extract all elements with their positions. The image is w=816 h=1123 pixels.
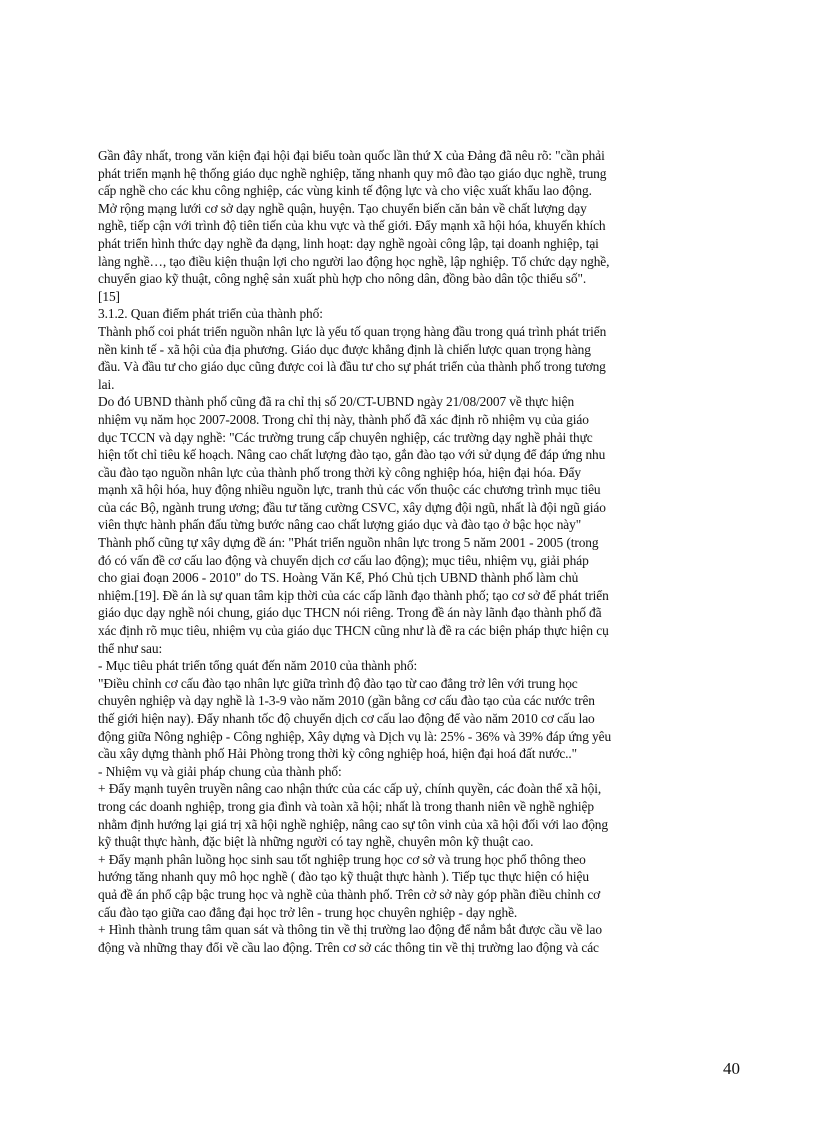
text-line: động giữa Nông nghiệp - Công nghiệp, Xây dựng và Dịch vụ là: 25% - 36% và 39% đáp ứng yêu bbox=[98, 728, 612, 744]
text-line: Thành phố cũng tự xây dựng đề án: "Phát triển nguồn nhân lực trong 5 năm 2001 - 2005 (trong bbox=[98, 535, 599, 551]
text-line: cấp nghề cho các khu công nghiệp, các vùng kinh tế động lực và cho việc xuất khẩu lao động. bbox=[98, 183, 592, 199]
text-line: phát triển mạnh hệ thống giáo dục nghề nghiệp, tăng nhanh quy mô đào tạo giáo dục nghề, trung bbox=[98, 165, 607, 181]
text-line: giáo dục dạy nghề nói chung, giáo dục THCN nói riêng. Trong đề án này lãnh đạo thành phố đã bbox=[98, 605, 602, 621]
text-line: + Hình thành trung tâm quan sát và thông tin về thị trường lao động để nắm bắt được cầu về lao bbox=[98, 922, 602, 938]
text-line: hướng tăng nhanh quy mô học nghề ( đào tạo kỹ thuật thực hành ). Tiếp tục thực hiện có hiệu bbox=[98, 869, 589, 885]
text-line: lai. bbox=[98, 376, 115, 392]
document-body bbox=[98, 147, 738, 956]
text-line: 3.1.2. Quan điểm phát triển của thành phố: bbox=[98, 306, 323, 322]
text-line: hiện tốt chỉ tiêu kế hoạch. Nâng cao chất lượng đào tạo, gắn đào tạo với sử dụng để đáp ứng nhu bbox=[98, 447, 606, 463]
text-line: dục TCCN và dạy nghề: "Các trường trung cấp chuyên nghiệp, các trường dạy nghề phải thực bbox=[98, 429, 593, 445]
text-line: nhiệm.[19]. Đề án là sự quan tâm kịp thời của các cấp lãnh đạo thành phố; tạo cơ sở để phát triển bbox=[98, 587, 609, 603]
text-line: cho giai đoạn 2006 - 2010" do TS. Hoàng Văn Kể, Phó Chủ tịch UBND thành phố làm chủ bbox=[98, 570, 579, 586]
text-line: nhằm định hướng lại giá trị xã hội nghề nghiệp, nâng cao sự tôn vinh của xã hội đối với lao động bbox=[98, 816, 608, 832]
text-line: Thành phố coi phát triển nguồn nhân lực là yếu tố quan trọng hàng đầu trong quá trình phát triển bbox=[98, 323, 607, 339]
text-line: xác định rõ mục tiêu, nhiệm vụ của giáo dục THCN cũng như là đề ra các biện pháp thực hiện cụ bbox=[98, 623, 609, 639]
text-line: "Điều chỉnh cơ cấu đào tạo nhân lực giữa trình độ đào tạo từ cao đẳng trở lên với trung học bbox=[98, 675, 578, 691]
text-line: [15] bbox=[98, 288, 120, 304]
text-line: thể như sau: bbox=[98, 640, 163, 656]
text-line: phát triển hình thức dạy nghề đa dạng, linh hoạt: dạy nghề ngoài công lập, tại doanh nghiệp, tại bbox=[98, 235, 599, 251]
text-line: nền kinh tế - xã hội của địa phương. Giáo dục được khẳng định là chiến lược quan trọng hàng bbox=[98, 341, 591, 357]
text-line: của các Bộ, ngành trung ương; đầu tư tăng cường CSVC, xây dựng đội ngũ, nhất là đội ngũ giáo bbox=[98, 499, 606, 515]
text-line: kỹ thuật thực hành, đặc biệt là những người có tay nghề, chuyên môn kỹ thuật cao. bbox=[98, 834, 534, 850]
text-line: đầu. Và đầu tư cho giáo dục cũng được coi là đầu tư cho sự phát triển của thành phố trong tương bbox=[98, 359, 606, 375]
text-line: viên thực hành phấn đấu từng bước nâng cao chất lượng giáo dục và đào tạo ở bậc học này" bbox=[98, 517, 582, 533]
text-line: - Mục tiêu phát triển tổng quát đến năm 2010 của thành phố: bbox=[98, 658, 418, 674]
text-line: cấu đào tạo giữa cao đẳng đại học trở lên - trung học chuyên nghiệp - dạy nghề. bbox=[98, 904, 518, 920]
text-line: + Đẩy mạnh tuyên truyền nâng cao nhận thức của các cấp uỷ, chính quyền, các đoàn thể xã hội, bbox=[98, 781, 602, 797]
text-line: chuyên nghiệp và dạy nghề là 1-3-9 vào năm 2010 (gần bằng cơ cấu đào tạo của các nước trên bbox=[98, 693, 595, 709]
text-line: làng nghề…, tạo điều kiện thuận lợi cho người lao động học nghề, lập nghiệp. Tổ chức dạy nghề, bbox=[98, 253, 610, 269]
text-line: Do đó UBND thành phố cũng đã ra chỉ thị số 20/CT-UBND ngày 21/08/2007 về thực hiện bbox=[98, 394, 575, 410]
text-line: Mở rộng mạng lưới cơ sở dạy nghề quận, huyện. Tạo chuyển biến căn bản về chất lượng dạy bbox=[98, 200, 587, 216]
text-line: trong các doanh nghiệp, trong gia đình và toàn xã hội; nhất là trong thanh niên về nghề nghiệp bbox=[98, 798, 594, 814]
text-line: + Đẩy mạnh phân luồng học sinh sau tốt nghiệp trung học cơ sở và trung học phổ thông theo bbox=[98, 851, 586, 867]
text-line: Gần đây nhất, trong văn kiện đại hội đại biểu toàn quốc lần thứ X của Đảng đã nêu rõ: "cần phải bbox=[98, 148, 605, 163]
text-line: động và những thay đổi về cầu lao động. Trên cơ sở các thông tin về thị trường lao động và các bbox=[98, 939, 599, 955]
text-line: cầu xây dựng thành phố Hải Phòng trong thời kỳ công nghiệp hoá, hiện đại hoá đất nước.." bbox=[98, 746, 578, 762]
text-line: chuyển giao kỹ thuật, công nghệ sản xuất phù hợp cho nông dân, đồng bào dân tộc thiểu số". bbox=[98, 271, 587, 287]
text-line: thế giới hiện nay). Đẩy nhanh tốc độ chuyển dịch cơ cấu lao động để vào năm 2010 cơ cấu lao bbox=[98, 711, 595, 726]
text-line: nghề, tiếp cận với trình độ tiên tiến của khu vực và thế giới. Đẩy mạnh xã hội hóa, khuyến khích bbox=[98, 218, 606, 234]
text-line: quả đề án phổ cập bậc trung học và nghề của thành phố. Trên cở sở này góp phần điều chỉnh cơ bbox=[98, 886, 601, 902]
text-line: mạnh xã hội hóa, huy động nhiều nguồn lực, tranh thủ các vốn thuộc các chương trình mục tiêu bbox=[98, 482, 601, 498]
text-line: cầu đào tạo nguồn nhân lực của thành phố trong thời kỳ công nghiệp hóa, hiện đại hóa. Đẩy bbox=[98, 464, 581, 480]
page-number: 40 bbox=[723, 1059, 740, 1078]
text-line: - Nhiệm vụ và giải pháp chung của thành phố: bbox=[98, 763, 342, 779]
text-line: đó có vấn đề cơ cấu lao động và chuyển dịch cơ cấu lao động); mục tiêu, nhiệm vụ, giải pháp bbox=[98, 552, 589, 568]
text-line: nhiệm vụ năm học 2007-2008. Trong chỉ thị này, thành phố đã xác định rõ nhiệm vụ của giáo bbox=[98, 411, 589, 427]
